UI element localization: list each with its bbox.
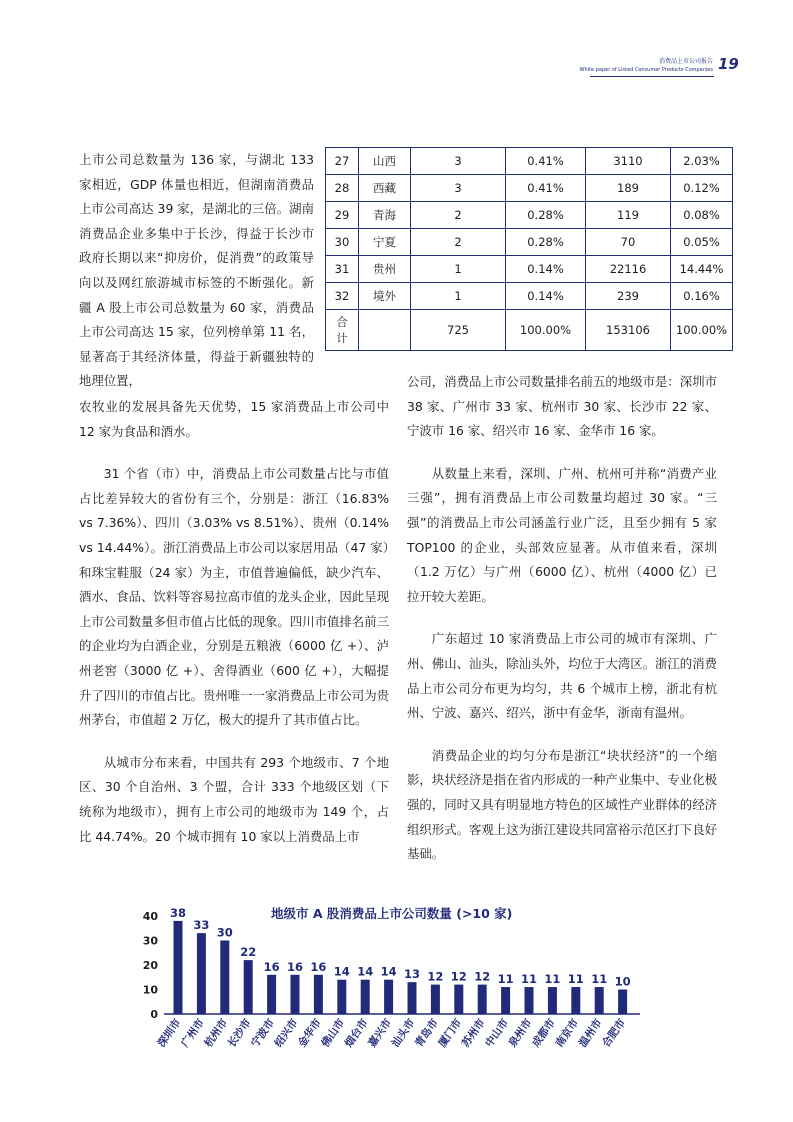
paragraph: 上市公司总数量为 136 家，与湖北 133 家相近，GDP 体量也相近，但湖南消费品上市公司高达 39 家，是湖北的三倍。湖南消费品企业多集中于长沙，得益于长沙市政府长期以来“抑房价，促消费”的政策导向以及网红旅游城市标签的不断强化。新疆 A 股上市公司总数量为 60 家，消费品上市公司高达 15 家，位列榜单第 11 名，显著高于其经济体量，得益于新疆独特的地理位置， [79,152,314,389]
bar [548,987,557,1014]
y-tick-label: 40 [142,910,158,923]
bar [431,985,440,1014]
bar [454,985,463,1014]
chart-title: 地级市 A 股消费品上市公司数量 (>10 家) [271,906,513,921]
bar-value-label: 11 [567,972,584,987]
category-label: 金华市 [295,1016,324,1050]
table-total-value: 153106 [586,310,671,351]
header-rule [590,76,714,77]
table-cell-count-pct: 0.28% [506,202,586,229]
category-label: 深圳市 [155,1016,184,1050]
table-cell-count-pct: 0.14% [506,283,586,310]
bar [197,933,206,1014]
category-label: 成都市 [529,1016,558,1050]
table-cell-rank: 28 [326,175,359,202]
paragraph: 公司，消费品上市公司数量排名前五的地级市是：深圳市 38 家、广州市 33 家、杭州市 30 家、长沙市 22 家、宁波市 16 家、绍兴市 16 家、金华市 16 家。 [407,374,717,439]
y-tick-label: 20 [142,959,158,972]
category-label: 宁波市 [249,1016,278,1050]
table-cell-province: 境外 [359,283,411,310]
paragraph: 消费品企业的均匀分布是浙江“块状经济”的一个缩影，块状经济是指在省内形成的一种产业集中、专业化极强的，同时又具有明显地方特色的区域性产业群体的经济组织形式。客观上这为浙江建设共同富裕示范区打下良好基础。 [407,747,717,862]
bar [595,987,604,1014]
table-cell-count: 3 [411,148,506,175]
bar-value-label: 38 [169,905,187,920]
table-cell-rank: 29 [326,202,359,229]
bar-value-label: 12 [450,969,467,984]
paragraph: 广东超过 10 家消费品上市公司的城市有深圳、广州、佛山、汕头，除汕头外，均位于大湾区。浙江的消费品上市公司分布更为均匀，共 6 个城市上榜，浙北有杭州、宁波、嘉兴、绍兴，浙中有金华，浙南有温州。 [407,631,717,721]
right-column [407,370,717,867]
table-cell-value-pct: 14.44% [671,256,733,283]
paragraph: 从城市分布来看，中国共有 293 个地级市、7 个地区、30 个自治州、3 个盟，合计 333 个地级区划（下统称为地级市），拥有上市公司的地级市为 149 个，占比 44.74%。20 个城市拥有 10 家以上消费品上市 [79,754,389,844]
page-number: 19 [718,55,739,73]
bar [291,975,300,1014]
table-cell-value: 3110 [586,148,671,175]
header-title-en: White paper of Listed Consumer Products Companies [579,67,713,73]
bar-value-label: 14 [380,964,397,979]
category-label: 杭州市 [202,1016,231,1050]
category-label: 南京市 [553,1016,582,1050]
category-label: 长沙市 [225,1016,254,1050]
y-tick-label: 0 [150,1008,158,1021]
table-cell-count-pct: 0.28% [506,229,586,256]
table-cell-count: 3 [411,175,506,202]
bar-value-label: 13 [403,967,421,982]
paragraph: 农牧业的发展具备先天优势，15 家消费品上市公司中 12 家为食品和酒水。 [79,399,389,439]
table-total-row [326,310,733,351]
y-tick-label: 10 [142,983,158,997]
table-cell-province: 山西 [359,148,411,175]
category-label: 中山市 [483,1016,512,1050]
table-cell-province: 青海 [359,202,411,229]
table-cell-value: 119 [586,202,671,229]
table-total-count: 725 [411,310,506,351]
table-cell-count: 1 [411,256,506,283]
bar [174,921,183,1014]
bar [408,982,417,1014]
bar-value-label: 30 [216,925,233,940]
bar-value-label: 14 [357,964,374,979]
category-label: 绍兴市 [272,1016,301,1050]
bar [501,987,510,1014]
table-cell-count: 2 [411,202,506,229]
category-label: 佛山市 [319,1016,348,1050]
table-row [326,175,733,202]
table-cell-value-pct: 0.12% [671,175,733,202]
bar [244,960,253,1014]
table-total-label: 合计 [326,310,359,351]
bar [220,941,229,1015]
table-cell-province: 贵州 [359,256,411,283]
province-table [325,147,733,351]
table-total-count-pct: 100.00% [506,310,586,351]
table-row [326,229,733,256]
bar-value-label: 22 [240,945,257,960]
table-row [326,202,733,229]
bar-value-label: 11 [497,972,514,987]
bar-value-label: 16 [286,959,304,974]
bar-value-label: 11 [544,972,561,987]
bar [618,990,627,1015]
table-cell-rank: 31 [326,256,359,283]
bar-value-label: 11 [591,972,608,987]
table-row [326,283,733,310]
table-cell-value: 239 [586,283,671,310]
category-label: 广州市 [178,1016,207,1050]
table-cell-count: 2 [411,229,506,256]
bar-value-label: 10 [614,974,631,989]
table-cell-rank: 30 [326,229,359,256]
paragraph: 31 个省（市）中，消费品上市公司数量占比与市值占比差异较大的省份有三个，分别是：浙江（16.83% vs 7.36%）、四川（3.03% vs 8.51%）、贵州（0.14% vs 14.44%）。浙江消费品上市公司以家居用品（47 家）和珠宝鞋服（24 家）为主，市值普遍偏低，缺少汽车、酒水、食品、饮料等容易拉高市值的龙头企业，因此呈现上市公司数量多但市值占比低的现象。四川市值排名前三的企业均为白酒企业，分别是五粮液（6000 亿 +）、泸州老窖（3000 亿 +）、舍得酒业（600 亿 +），大幅提升了四川的市值占比。贵州唯一一家消费品上市公司为贵州茅台，市值超 2 万亿，极大的提升了其市值占比。 [79,466,389,728]
bar [478,985,487,1014]
table-cell-count-pct: 0.41% [506,148,586,175]
paragraph: 从数量上来看，深圳、广州、杭州可并称“消费产业三强”，拥有消费品上市公司数量均超过 30 家。“三强”的消费品上市公司涵盖行业广泛，且至少拥有 5 家 TOP100 的企业，头部效应显著。从市值来看，深圳（1.2 万亿）与广州（6000 亿）、杭州（4000 亿）已拉开较大差距。 [407,465,717,604]
table-cell-rank: 27 [326,148,359,175]
city-bar-chart [130,900,650,1065]
category-label: 温州市 [576,1016,605,1050]
bar-value-label: 12 [474,969,491,984]
bar [384,980,393,1014]
table-cell-province: 宁夏 [359,229,411,256]
bar-value-label: 14 [333,964,350,979]
table-cell-value: 70 [586,229,671,256]
category-label: 汕头市 [389,1016,418,1050]
bar-value-label: 33 [193,918,210,933]
bar [337,980,346,1014]
table-cell-rank: 32 [326,283,359,310]
category-label: 嘉兴市 [366,1016,395,1050]
bar-value-label: 16 [263,959,280,974]
table-cell-count-pct: 0.14% [506,256,586,283]
table-cell-value-pct: 0.16% [671,283,733,310]
bar-value-label: 12 [427,969,444,984]
category-label: 泉州市 [506,1016,535,1050]
bar [361,980,370,1014]
table-cell-value-pct: 0.08% [671,202,733,229]
bar-value-label: 16 [310,959,327,974]
bar [267,975,276,1014]
bar [525,987,534,1014]
table-row [326,256,733,283]
left-column-top [79,148,314,394]
table-total-value-pct: 100.00% [671,310,733,351]
bar [314,975,323,1014]
category-label: 厦门市 [436,1016,465,1050]
bar [571,987,580,1014]
table-cell-count: 1 [411,283,506,310]
bar-value-label: 11 [520,972,538,987]
table-cell-value-pct: 0.05% [671,229,733,256]
table-cell-value-pct: 2.03% [671,148,733,175]
y-tick-label: 30 [142,934,158,948]
table-row [326,148,733,175]
category-label: 苏州市 [459,1016,488,1050]
category-label: 烟台市 [342,1016,371,1050]
category-label: 合肥市 [600,1016,629,1050]
table-cell-count-pct: 0.41% [506,175,586,202]
table-cell-province: 西藏 [359,175,411,202]
table-cell-value: 189 [586,175,671,202]
table-cell-blank [359,310,411,351]
header-title-cn: 消费品上市公司报告 [658,58,713,65]
left-column [79,395,389,849]
category-label: 青岛市 [412,1016,441,1050]
table-cell-value: 22116 [586,256,671,283]
